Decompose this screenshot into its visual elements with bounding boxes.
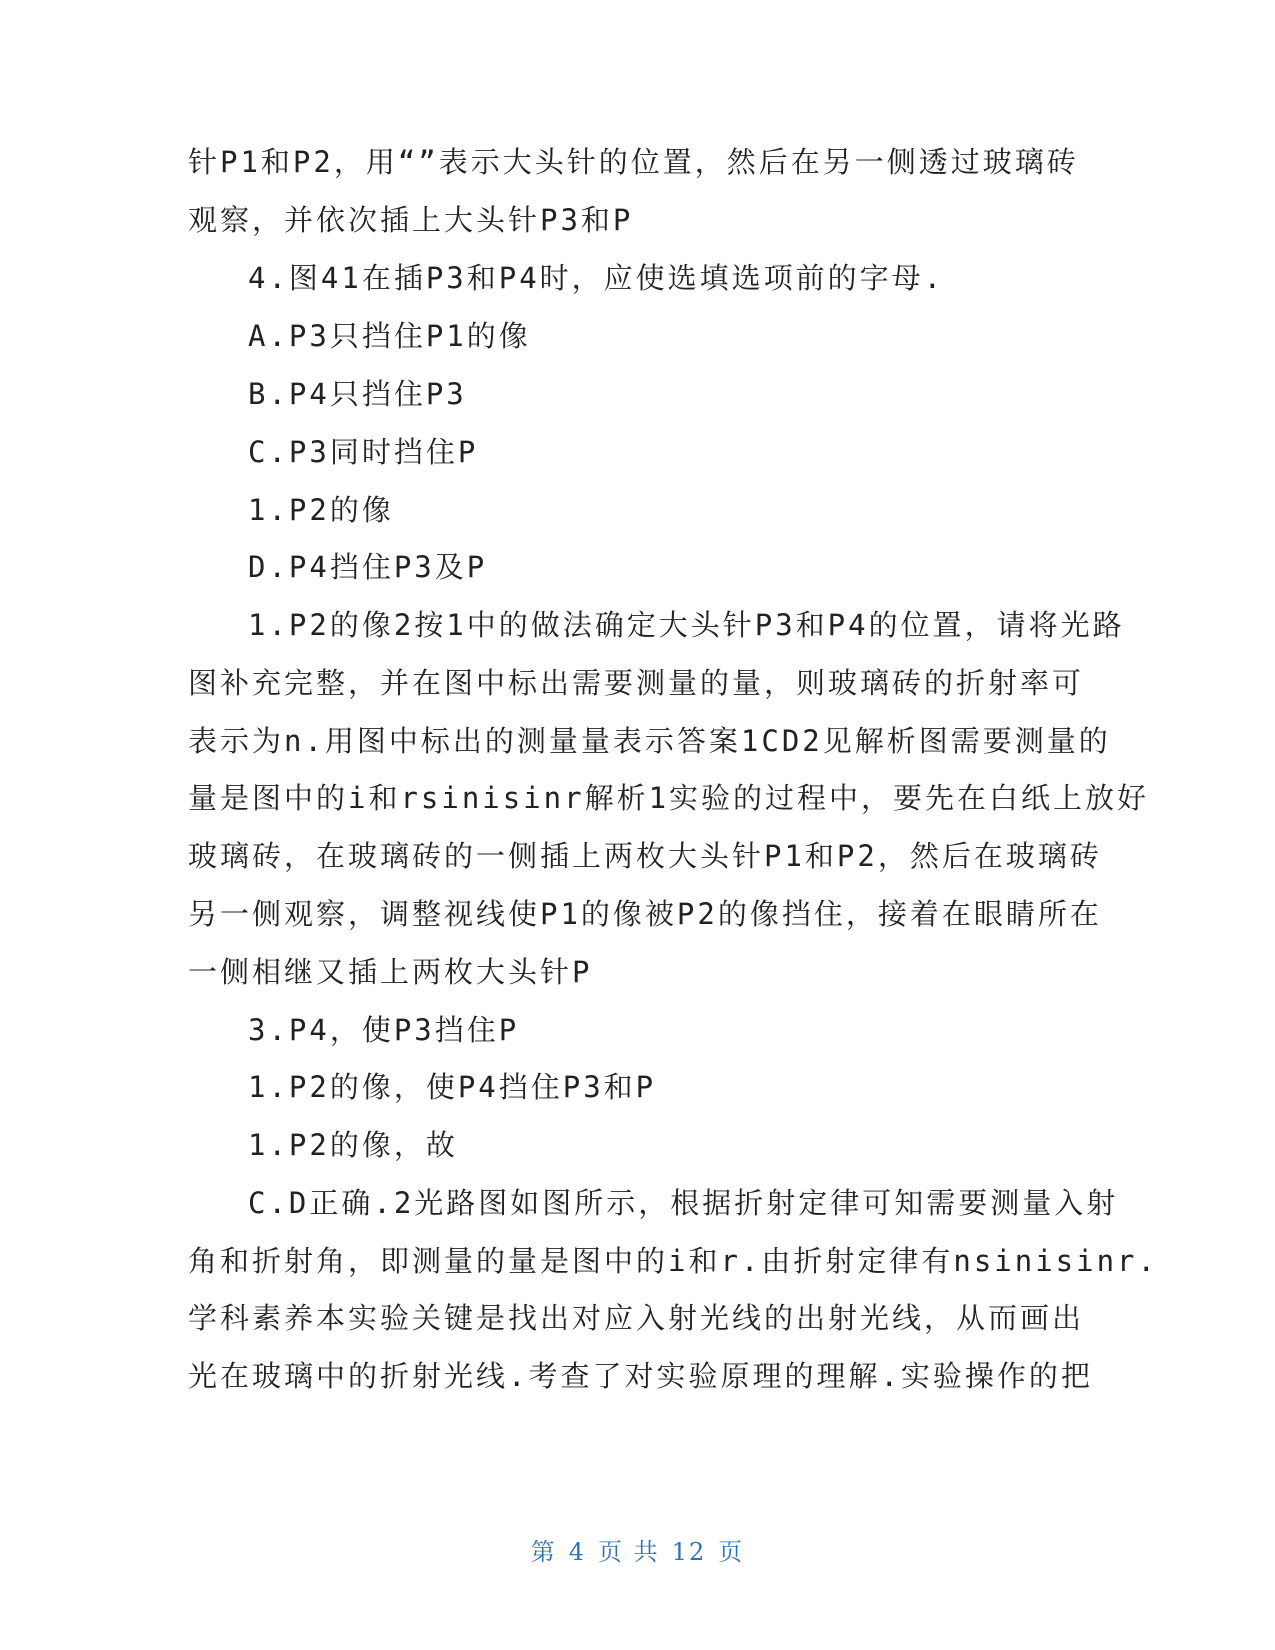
text-line-21: 学科素养本实验关键是找出对应入射光线的出射光线，从而画出: [188, 1301, 1085, 1335]
text-line-7: 1.P2的像: [248, 493, 394, 527]
text-line-8: D.P4挡住P3及P: [248, 550, 488, 584]
text-line-2: 观察，并依次插上大头针P3和P: [188, 203, 634, 237]
page-footer: [0, 1532, 1275, 1567]
text-line-3: 4.图41在插P3和P4时，应使选填选项前的字母.: [248, 261, 945, 295]
text-line-6: C.P3同时挡住P: [248, 435, 479, 469]
text-line-4: A.P3只挡住P1的像: [248, 319, 531, 353]
text-line-17: 1.P2的像，使P4挡住P3和P: [248, 1070, 657, 1104]
text-line-9: 1.P2的像2按1中的做法确定大头针P3和P4的位置，请将光路: [248, 608, 1125, 642]
text-line-5: B.P4只挡住P3: [248, 377, 467, 411]
text-line-10: 图补充完整，并在图中标出需要测量的量，则玻璃砖的折射率可: [188, 666, 1085, 700]
text-line-22: 光在玻璃中的折射光线.考查了对实验原理的理解.实验操作的把: [188, 1359, 1093, 1393]
text-line-20: 角和折射角，即测量的量是图中的i和r.由折射定律有nsinisinr.: [188, 1244, 1158, 1278]
footer-mid: 页 共: [598, 1538, 660, 1566]
footer-total-pages: 12: [671, 1538, 707, 1566]
text-line-15: 一侧相继又插上两枚大头针P: [188, 955, 593, 989]
text-line-14: 另一侧观察，调整视线使P1的像被P2的像挡住，接着在眼睛所在: [188, 897, 1102, 931]
footer-page-number: 4: [568, 1538, 587, 1566]
text-line-11: 表示为n.用图中标出的测量量表示答案1CD2见解析图需要测量的: [188, 724, 1111, 758]
footer-prefix: 第: [530, 1538, 557, 1566]
footer-suffix: 页: [718, 1538, 745, 1566]
text-line-13: 玻璃砖，在玻璃砖的一侧插上两枚大头针P1和P2，然后在玻璃砖: [188, 839, 1102, 873]
text-line-18: 1.P2的像，故: [248, 1128, 458, 1162]
text-line-19: C.D正确.2光路图如图所示，根据折射定律可知需要测量入射: [248, 1186, 1119, 1220]
text-line-12: 量是图中的i和rsinisinr解析1实验的过程中，要先在白纸上放好: [188, 781, 1150, 815]
text-line-16: 3.P4，使P3挡住P: [248, 1013, 520, 1047]
text-line-1: 针P1和P2，用“”表示大头针的位置，然后在另一侧透过玻璃砖: [188, 145, 1079, 179]
